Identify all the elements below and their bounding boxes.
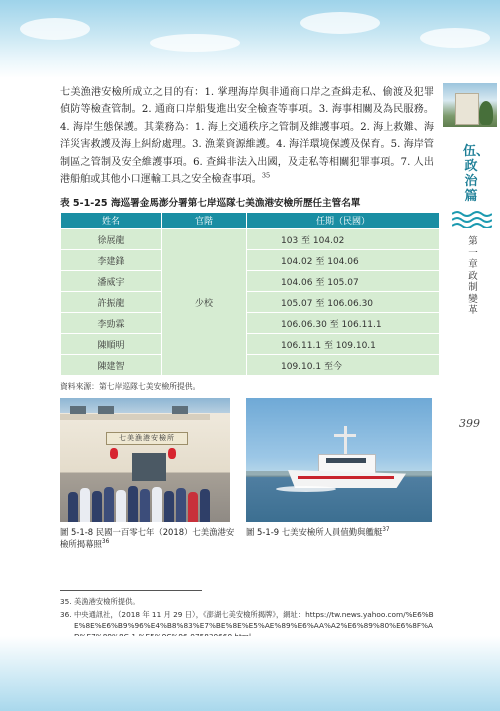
photo-person (200, 489, 210, 522)
photo-person (116, 490, 126, 522)
section-title: 第一章 政制變革 (468, 236, 488, 316)
caption-1-text: 圖 5-1-8 民國一百零七年（2018）七美漁港安檢所揭幕照 (60, 527, 235, 549)
table-caption: 表 5-1-25 海巡署金馬澎分署第七岸巡隊七美漁港安檢所歷任主管名單 (60, 198, 361, 209)
thumbnail-building (455, 93, 479, 125)
thumbnail-tree (479, 101, 493, 125)
photo-caption-1 (60, 527, 238, 550)
footnote-text-with-link[interactable]: 中央通訊社，（2018 年 11 月 29 日），《澎湖七美安檢所揭牌》，網址：https://tw.news.yahoo.com/%E6%BE%8E%E6%B9%96%E4%B8%83%E7%BE%8E%E5%AE%89%E6%AA%A2%E6%89%80%E6%8F%A (74, 610, 434, 630)
table-row (61, 334, 439, 354)
photo-sign-text: 七美漁港安檢所 (119, 434, 175, 442)
footnote-ref-37[interactable]: 37 (382, 527, 390, 534)
page-number: 399 (459, 417, 480, 430)
cloud-decoration (20, 18, 90, 40)
bottom-wave-banner (0, 636, 500, 711)
photo-person (68, 492, 78, 522)
cell-period: 104.02 至 104.06 (247, 250, 439, 270)
wave-decoration-icon (452, 208, 492, 228)
cell-period: 106.11.1 至 109.10.1 (247, 334, 439, 354)
top-sky-banner (0, 0, 500, 78)
footnote-item (60, 596, 438, 607)
cloud-decoration (420, 28, 490, 48)
photo-person (164, 491, 174, 522)
footnote-ref-36[interactable]: 36 (101, 538, 110, 545)
table-row (61, 292, 439, 312)
vessel-red-stripe (298, 476, 394, 479)
cell-period: 105.07 至 106.06.30 (247, 292, 439, 312)
table-row (61, 229, 439, 249)
table-row (61, 313, 439, 333)
vessel-wake (276, 486, 336, 492)
footnote-number: 36. (60, 610, 72, 619)
footnote-number: 35. (60, 597, 72, 606)
photo-person (140, 489, 150, 522)
photo-person (104, 487, 114, 522)
footnote-divider (60, 590, 202, 591)
photo-person (92, 491, 102, 522)
table-row (61, 250, 439, 270)
footnote-text: 美漁港安檢所提供。 (74, 597, 140, 606)
photo-person (188, 492, 198, 522)
photo-person (152, 487, 162, 522)
red-lantern (168, 448, 176, 459)
cell-period: 103 至 104.02 (247, 229, 439, 249)
caption-2-text: 圖 5-1-9 七美安檢所人員值勤與艦艇 (246, 527, 383, 537)
vessel-cabin (318, 454, 376, 474)
cell-rank: 少校 (162, 229, 246, 375)
photo-roofline (60, 414, 210, 420)
vessel-mast (344, 426, 347, 456)
cell-name: 陳建智 (61, 355, 161, 375)
chapter-thumbnail-photo (443, 83, 497, 127)
table-source-note: 資料來源：第七岸巡隊七美安檢所提供。 (60, 382, 201, 391)
photo-group-of-people (68, 482, 208, 522)
cell-period: 106.06.30 至 106.11.1 (247, 313, 439, 333)
body-paragraph (60, 84, 434, 188)
photo-doorway (132, 453, 166, 481)
header-rank: 官階 (162, 213, 246, 228)
footnote-ref-35[interactable]: 35 (261, 171, 271, 180)
body-paragraph-text: 七美漁港安檢所成立之目的有：1. 掌理海岸與非通商口岸之查緝走私、偷渡及犯罪偵防等檢查管制。2. 通商口岸船隻進出安全檢查等事項。3. 海事相關及為民服務。4. 海岸生態保護。其業務為：1. 海上交通秩序之管制及維護事項。2. 海上救難、海洋災害救護及海上糾紛處理。3. 漁業資源維護。4. 海洋環境保護及保育。5. 海岸管制區之管制及安全維護事項。6. 查緝非法入出國，及走私等相關犯罪事項。7. 人出港船舶或其他小口運輸工具之安全檢查事項。 (60, 87, 434, 186)
photo-person (128, 486, 138, 522)
cell-period: 109.10.1 至今 (247, 355, 439, 375)
vessel-windows (326, 458, 366, 463)
header-period: 任期（民國） (247, 213, 439, 228)
cell-name: 許振龍 (61, 292, 161, 312)
supervisor-roster-table (60, 212, 440, 376)
header-name: 姓名 (61, 213, 161, 228)
photo-person (176, 488, 186, 522)
cell-name: 李勁霖 (61, 313, 161, 333)
photo-station-sign (106, 432, 188, 445)
photo-person (80, 488, 90, 522)
table-row (61, 271, 439, 291)
cell-name: 陳順明 (61, 334, 161, 354)
cloud-decoration (150, 34, 240, 52)
chapter-title: 伍、政治篇 (463, 144, 490, 204)
cell-name: 李建鋒 (61, 250, 161, 270)
cloud-decoration (300, 12, 380, 34)
table-header-row (61, 213, 439, 228)
cell-name: 潘威宇 (61, 271, 161, 291)
photo-caption-2 (246, 527, 436, 539)
vessel-mast-bar (334, 434, 356, 437)
patrol-vessel-photo (246, 398, 432, 522)
opening-ceremony-photo (60, 398, 230, 522)
cell-name: 徐展龍 (61, 229, 161, 249)
cell-period: 104.06 至 105.07 (247, 271, 439, 291)
red-lantern (110, 448, 118, 459)
table-row (61, 355, 439, 375)
